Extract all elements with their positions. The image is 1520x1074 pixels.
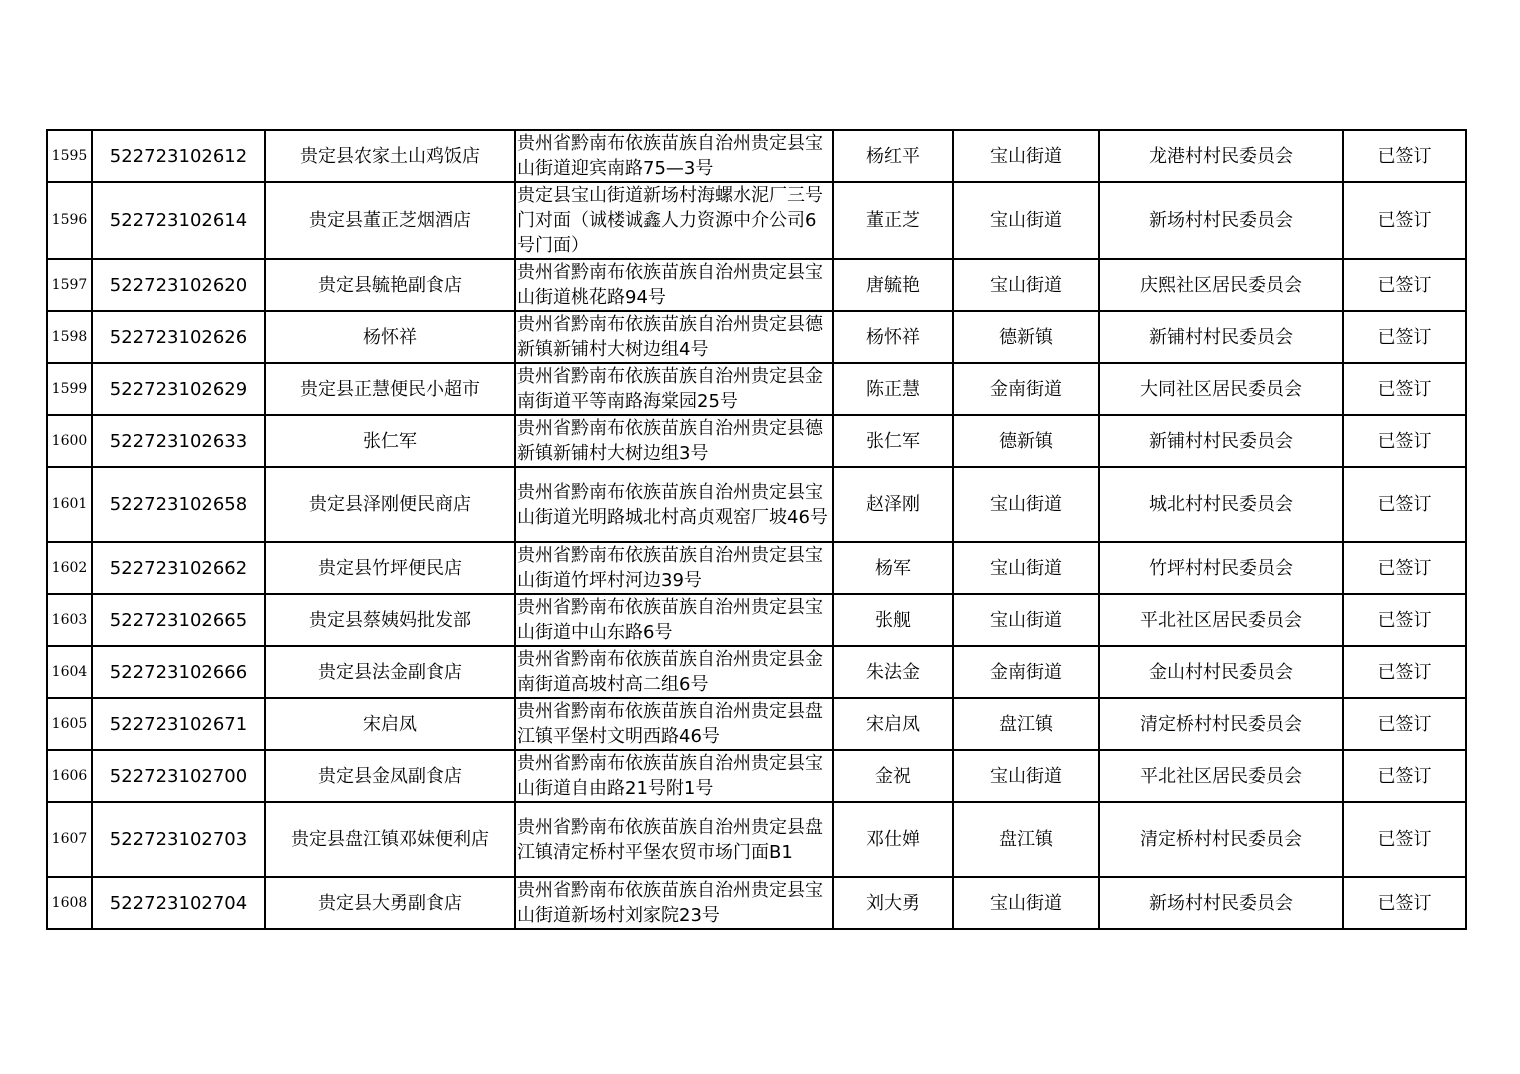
license-number-cell: 522723102703 [92, 802, 265, 877]
table-row [47, 646, 1466, 698]
store-name-cell: 宋启凤 [265, 698, 515, 750]
committee-name-cell: 城北村村民委员会 [1099, 467, 1343, 542]
table-row [47, 311, 1466, 363]
store-address-cell: 贵州省黔南布依族苗族自治州贵定县金南街道平等南路海棠园25号 [515, 363, 833, 415]
license-number-cell: 522723102620 [92, 259, 265, 311]
store-address-cell: 贵州省黔南布依族苗族自治州贵定县德新镇新铺村大树边组4号 [515, 311, 833, 363]
signing-status-cell: 已签订 [1343, 750, 1466, 802]
license-number-cell: 522723102704 [92, 877, 265, 929]
owner-name-cell: 刘大勇 [833, 877, 953, 929]
committee-name-cell: 金山村村民委员会 [1099, 646, 1343, 698]
signing-status-cell: 已签订 [1343, 646, 1466, 698]
committee-name-cell: 庆熙社区居民委员会 [1099, 259, 1343, 311]
town-name-cell: 金南街道 [953, 646, 1099, 698]
license-number-cell: 522723102629 [92, 363, 265, 415]
license-number-cell: 522723102633 [92, 415, 265, 467]
signing-status-cell: 已签订 [1343, 130, 1466, 182]
row-index-cell: 1607 [47, 802, 92, 877]
table-row [47, 259, 1466, 311]
committee-name-cell: 新铺村村民委员会 [1099, 311, 1343, 363]
owner-name-cell: 赵泽刚 [833, 467, 953, 542]
table-row [47, 802, 1466, 877]
owner-name-cell: 杨军 [833, 542, 953, 594]
store-name-cell: 贵定县正慧便民小超市 [265, 363, 515, 415]
license-number-cell: 522723102614 [92, 182, 265, 259]
row-index-cell: 1597 [47, 259, 92, 311]
row-index-cell: 1604 [47, 646, 92, 698]
town-name-cell: 宝山街道 [953, 877, 1099, 929]
row-index-cell: 1600 [47, 415, 92, 467]
signing-status-cell: 已签订 [1343, 877, 1466, 929]
committee-name-cell: 平北社区居民委员会 [1099, 594, 1343, 646]
store-address-cell: 贵州省黔南布依族苗族自治州贵定县宝山街道竹坪村河边39号 [515, 542, 833, 594]
license-number-cell: 522723102665 [92, 594, 265, 646]
committee-name-cell: 龙港村村民委员会 [1099, 130, 1343, 182]
row-index-cell: 1603 [47, 594, 92, 646]
committee-name-cell: 新场村村民委员会 [1099, 877, 1343, 929]
store-name-cell: 贵定县农家土山鸡饭店 [265, 130, 515, 182]
row-index-cell: 1606 [47, 750, 92, 802]
table-row [47, 467, 1466, 542]
license-number-cell: 522723102700 [92, 750, 265, 802]
row-index-cell: 1601 [47, 467, 92, 542]
committee-name-cell: 新铺村村民委员会 [1099, 415, 1343, 467]
row-index-cell: 1598 [47, 311, 92, 363]
town-name-cell: 金南街道 [953, 363, 1099, 415]
owner-name-cell: 陈正慧 [833, 363, 953, 415]
signing-status-cell: 已签订 [1343, 311, 1466, 363]
store-address-cell: 贵州省黔南布依族苗族自治州贵定县宝山街道桃花路94号 [515, 259, 833, 311]
license-number-cell: 522723102666 [92, 646, 265, 698]
committee-name-cell: 平北社区居民委员会 [1099, 750, 1343, 802]
row-index-cell: 1605 [47, 698, 92, 750]
committee-name-cell: 竹坪村村民委员会 [1099, 542, 1343, 594]
license-number-cell: 522723102658 [92, 467, 265, 542]
signing-status-cell: 已签订 [1343, 698, 1466, 750]
owner-name-cell: 杨红平 [833, 130, 953, 182]
table-row [47, 363, 1466, 415]
store-address-cell: 贵州省黔南布依族苗族自治州贵定县宝山街道光明路城北村高贞观窑厂坡46号 [515, 467, 833, 542]
committee-name-cell: 清定桥村村民委员会 [1099, 698, 1343, 750]
signing-status-cell: 已签订 [1343, 467, 1466, 542]
owner-name-cell: 杨怀祥 [833, 311, 953, 363]
town-name-cell: 宝山街道 [953, 182, 1099, 259]
store-address-cell: 贵州省黔南布依族苗族自治州贵定县宝山街道新场村刘家院23号 [515, 877, 833, 929]
town-name-cell: 宝山街道 [953, 750, 1099, 802]
row-index-cell: 1595 [47, 130, 92, 182]
town-name-cell: 宝山街道 [953, 542, 1099, 594]
license-number-cell: 522723102612 [92, 130, 265, 182]
store-name-cell: 贵定县毓艳副食店 [265, 259, 515, 311]
owner-name-cell: 张仁军 [833, 415, 953, 467]
row-index-cell: 1599 [47, 363, 92, 415]
owner-name-cell: 董正芝 [833, 182, 953, 259]
store-name-cell: 贵定县金凤副食店 [265, 750, 515, 802]
town-name-cell: 德新镇 [953, 311, 1099, 363]
signing-status-cell: 已签订 [1343, 802, 1466, 877]
store-address-cell: 贵州省黔南布依族苗族自治州贵定县盘江镇清定桥村平堡农贸市场门面B1 [515, 802, 833, 877]
owner-name-cell: 金祝 [833, 750, 953, 802]
store-name-cell: 贵定县蔡姨妈批发部 [265, 594, 515, 646]
town-name-cell: 盘江镇 [953, 698, 1099, 750]
signing-status-cell: 已签订 [1343, 594, 1466, 646]
retailer-table [46, 129, 1467, 930]
store-name-cell: 杨怀祥 [265, 311, 515, 363]
license-number-cell: 522723102662 [92, 542, 265, 594]
committee-name-cell: 清定桥村村民委员会 [1099, 802, 1343, 877]
store-address-cell: 贵定县宝山街道新场村海螺水泥厂三号门对面（诚楼诚鑫人力资源中介公司6号门面） [515, 182, 833, 259]
town-name-cell: 宝山街道 [953, 259, 1099, 311]
signing-status-cell: 已签订 [1343, 259, 1466, 311]
owner-name-cell: 邓仕婵 [833, 802, 953, 877]
store-address-cell: 贵州省黔南布依族苗族自治州贵定县宝山街道自由路21号附1号 [515, 750, 833, 802]
table-row [47, 182, 1466, 259]
row-index-cell: 1602 [47, 542, 92, 594]
table-row [47, 877, 1466, 929]
table-row [47, 750, 1466, 802]
store-name-cell: 贵定县盘江镇邓妹便利店 [265, 802, 515, 877]
committee-name-cell: 大同社区居民委员会 [1099, 363, 1343, 415]
signing-status-cell: 已签订 [1343, 363, 1466, 415]
license-number-cell: 522723102626 [92, 311, 265, 363]
table-row [47, 698, 1466, 750]
store-address-cell: 贵州省黔南布依族苗族自治州贵定县德新镇新铺村大树边组3号 [515, 415, 833, 467]
row-index-cell: 1596 [47, 182, 92, 259]
signing-status-cell: 已签订 [1343, 415, 1466, 467]
row-index-cell: 1608 [47, 877, 92, 929]
store-name-cell: 贵定县董正芝烟酒店 [265, 182, 515, 259]
owner-name-cell: 宋启凤 [833, 698, 953, 750]
signing-status-cell: 已签订 [1343, 542, 1466, 594]
store-address-cell: 贵州省黔南布依族苗族自治州贵定县宝山街道中山东路6号 [515, 594, 833, 646]
table-row [47, 130, 1466, 182]
store-name-cell: 张仁军 [265, 415, 515, 467]
store-name-cell: 贵定县法金副食店 [265, 646, 515, 698]
store-address-cell: 贵州省黔南布依族苗族自治州贵定县宝山街道迎宾南路75—3号 [515, 130, 833, 182]
owner-name-cell: 唐毓艳 [833, 259, 953, 311]
store-name-cell: 贵定县泽刚便民商店 [265, 467, 515, 542]
signing-status-cell: 已签订 [1343, 182, 1466, 259]
store-name-cell: 贵定县大勇副食店 [265, 877, 515, 929]
table-row [47, 542, 1466, 594]
table-row [47, 415, 1466, 467]
committee-name-cell: 新场村村民委员会 [1099, 182, 1343, 259]
table-row [47, 594, 1466, 646]
store-name-cell: 贵定县竹坪便民店 [265, 542, 515, 594]
retailer-table-body [47, 130, 1466, 929]
license-number-cell: 522723102671 [92, 698, 265, 750]
town-name-cell: 盘江镇 [953, 802, 1099, 877]
owner-name-cell: 朱法金 [833, 646, 953, 698]
store-address-cell: 贵州省黔南布依族苗族自治州贵定县盘江镇平堡村文明西路46号 [515, 698, 833, 750]
town-name-cell: 宝山街道 [953, 467, 1099, 542]
town-name-cell: 德新镇 [953, 415, 1099, 467]
town-name-cell: 宝山街道 [953, 130, 1099, 182]
store-address-cell: 贵州省黔南布依族苗族自治州贵定县金南街道高坡村高二组6号 [515, 646, 833, 698]
owner-name-cell: 张舰 [833, 594, 953, 646]
town-name-cell: 宝山街道 [953, 594, 1099, 646]
